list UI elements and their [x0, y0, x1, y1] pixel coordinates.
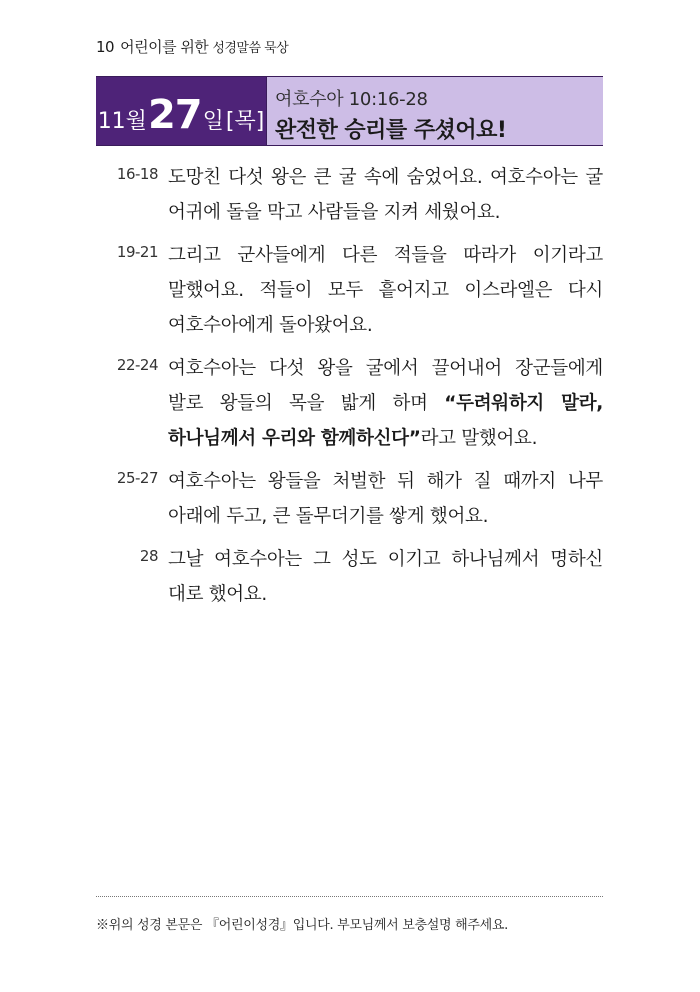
verse-number: 19-21	[116, 243, 158, 261]
verse-number: 16-18	[116, 165, 158, 183]
date-month: 11월	[97, 109, 147, 134]
page-number: 10	[96, 38, 115, 56]
verse-text	[168, 351, 603, 456]
verse-text: 도망친 다섯 왕은 큰 굴 속에 숨었어요. 여호수아는 굴 어귀에 돌을 막고 사람들을 지켜 세웠어요.	[168, 167, 603, 223]
verse-item	[96, 464, 603, 534]
passage-headline: 완전한 승리를 주셨어요!	[275, 118, 507, 143]
date-day: 27	[147, 92, 202, 138]
verse-item	[96, 238, 603, 343]
date-box	[96, 77, 266, 145]
verse-quote: “두려워하지 말라, 하나님께서 우리와 함께하신다”	[168, 393, 604, 449]
title-box	[266, 77, 603, 145]
verse-number: 25-27	[116, 469, 158, 487]
book-subtitle: 성경말씀 묵상	[212, 41, 289, 56]
footer-note: ※위의 성경 본문은 『어린이성경』입니다. 부모님께서 보충설명 해주세요.	[96, 918, 508, 933]
verse-text: 그날 여호수아는 그 성도 이기고 하나님께서 명하신 대로 했어요.	[168, 549, 603, 605]
date-banner	[96, 76, 603, 146]
date-day-suffix: 일	[202, 109, 224, 134]
verse-item	[96, 160, 603, 230]
verse-text-after-quote: 라고 말했어요.	[420, 428, 538, 449]
footer-divider	[96, 896, 603, 897]
verse-number: 28	[139, 547, 158, 565]
verse-item	[96, 351, 603, 456]
verse-list	[96, 160, 603, 620]
verse-text-before-quote: 여호수아는 다섯 왕을 굴에서 끌어내어 장군들에게 발로 왕들의 목을 밟게 하며	[168, 358, 603, 414]
running-header	[96, 36, 288, 57]
verse-number: 22-24	[116, 356, 158, 374]
verse-item	[96, 542, 603, 612]
book-title: 어린이를 위한	[120, 38, 209, 56]
passage-reference: 여호수아 10:16-28	[275, 89, 428, 110]
date-weekday: [목]	[225, 109, 265, 134]
verse-text: 여호수아는 왕들을 처벌한 뒤 해가 질 때까지 나무 아래에 두고, 큰 돌무더기를 쌓게 했어요.	[168, 471, 603, 527]
verse-text: 그리고 군사들에게 다른 적들을 따라가 이기라고 말했어요. 적들이 모두 흩어지고 이스라엘은 다시 여호수아에게 돌아왔어요.	[168, 245, 603, 336]
